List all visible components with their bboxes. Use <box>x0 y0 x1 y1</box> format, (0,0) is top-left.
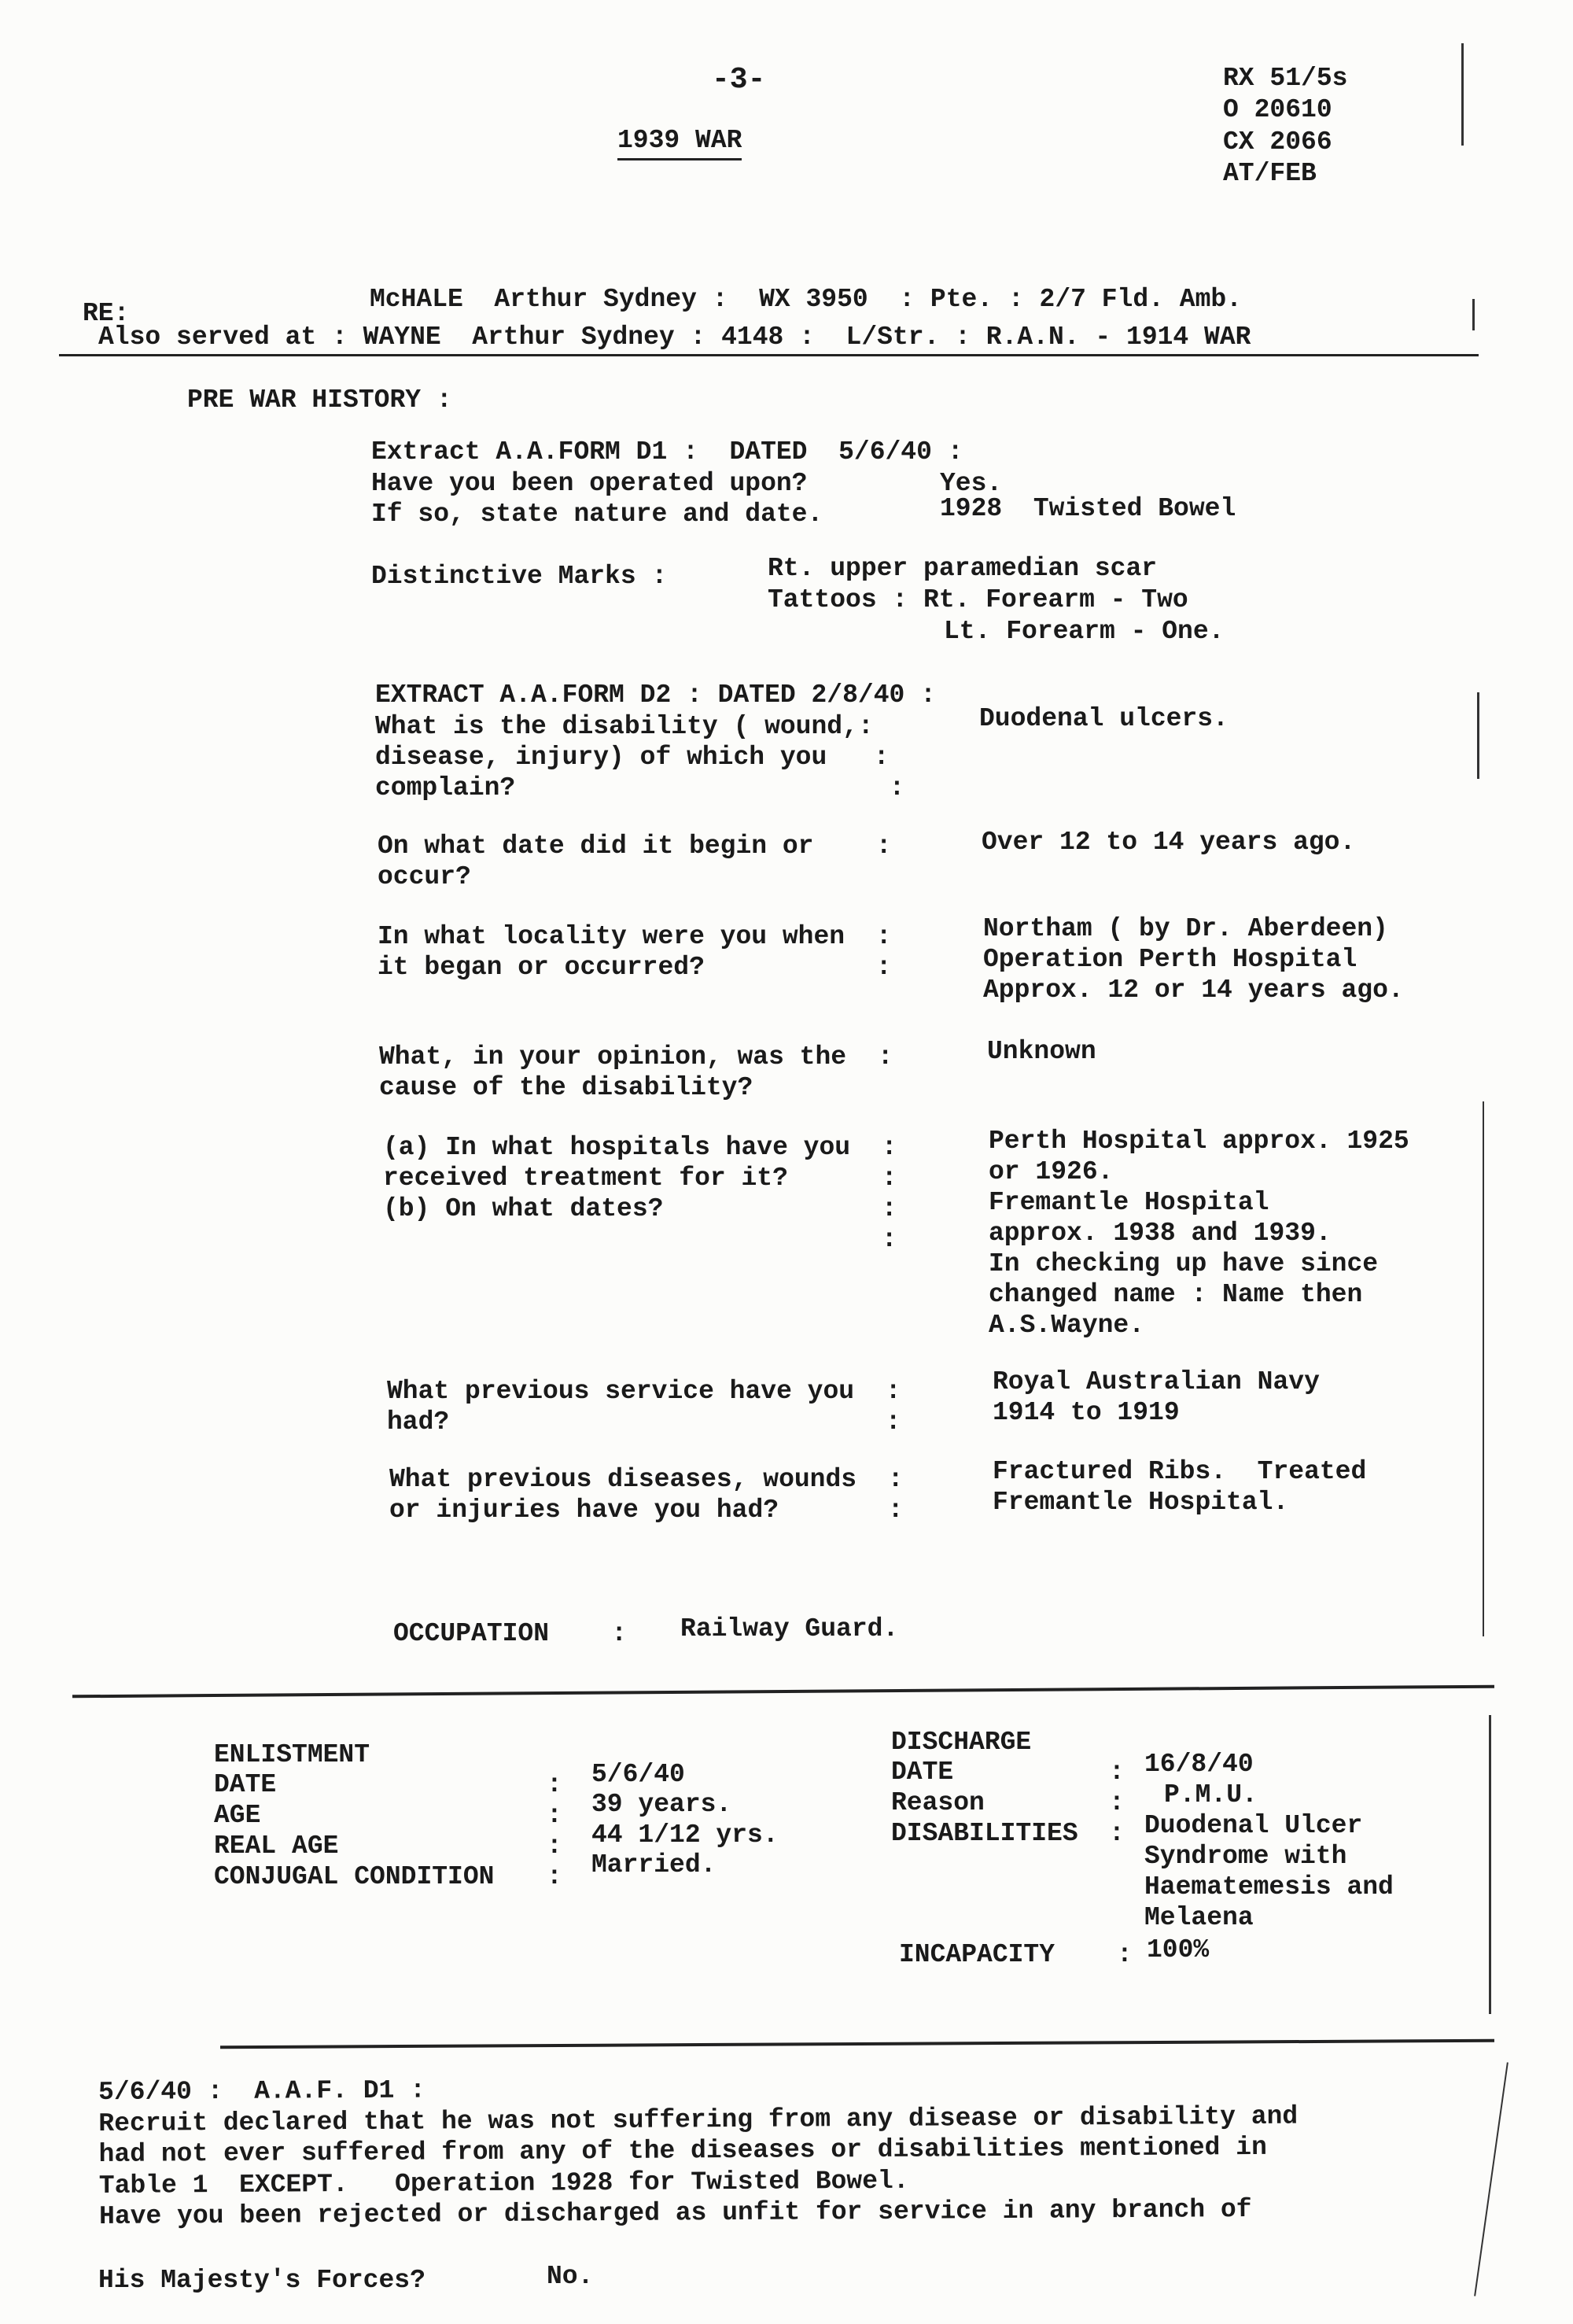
declaration-line: Have you been rejected or discharged as unfit for service in any branch of <box>98 2195 1252 2232</box>
form-d2-heading: EXTRACT A.A.FORM D2 : DATED 2/8/40 : <box>375 681 936 710</box>
rejected-question: His Majesty's Forces? <box>98 2266 425 2295</box>
question-line: What, in your opinion, was the : <box>379 1042 893 1072</box>
also-served-line: Also served at : WAYNE Arthur Sydney : 4148 : L/Str. : R.A.N. - 1914 WAR <box>98 323 1251 352</box>
question-line: In what locality were you when : <box>378 922 892 951</box>
operated-answer: Yes. <box>940 469 1003 498</box>
rejected-answer: No. <box>547 2262 594 2291</box>
answer-line: Fremantle Hospital <box>989 1187 1269 1217</box>
scan-mark <box>1461 43 1464 146</box>
colon: : <box>547 1831 562 1861</box>
form-d2-question <box>378 922 892 983</box>
re-identity: McHALE Arthur Sydney : WX 3950 : Pte. : 2/7 Fld. Amb. <box>370 285 1242 314</box>
question-line: (b) On what dates? : <box>383 1193 897 1223</box>
form-d2-answer <box>983 914 1404 1006</box>
question-line: complain? : <box>375 773 905 802</box>
ref-at: AT/FEB <box>1223 158 1317 188</box>
answer-line: 1914 to 1919 <box>993 1397 1180 1427</box>
answer-line: Northam ( by Dr. Aberdeen) <box>983 914 1388 943</box>
answer-line: Perth Hospital approx. 1925 <box>989 1127 1409 1156</box>
answer-line: Royal Australian Navy <box>993 1367 1320 1396</box>
question-line: it began or occurred? : <box>378 952 892 982</box>
question-line: disease, injury) of which you : <box>375 742 890 772</box>
answer-line: Unknown <box>987 1037 1096 1066</box>
form-d2-question <box>379 1042 893 1104</box>
form-d2-question <box>387 1377 901 1438</box>
form-d1-heading: Extract A.A.FORM D1 : DATED 5/6/40 : <box>371 437 963 467</box>
answer-line: changed name : Name then <box>989 1279 1363 1309</box>
enlistment-date-label: DATE <box>214 1770 277 1799</box>
discharge-colons <box>1109 1758 1125 1850</box>
colon: : <box>547 1861 562 1891</box>
enlistment-date: 5/6/40 <box>591 1760 685 1789</box>
answer-line: Fremantle Hospital. <box>993 1487 1289 1517</box>
distinctive-mark-tattoo-left: Lt. Forearm - One. <box>944 617 1225 646</box>
enlistment-colons <box>547 1770 562 1893</box>
distinctive-marks-label: Distinctive Marks : <box>371 562 668 591</box>
answer-line: approx. 1938 and 1939. <box>989 1218 1332 1248</box>
operated-question: Have you been operated upon? <box>371 469 808 498</box>
discharge-values <box>1144 1750 1394 1934</box>
enlistment-real-age-label: REAL AGE <box>214 1831 339 1861</box>
discharge-disabilities: Duodenal Ulcer <box>1144 1810 1363 1840</box>
answer-line: Fractured Ribs. Treated <box>993 1457 1367 1486</box>
enlistment-values <box>591 1760 779 1880</box>
scan-mark <box>1474 2062 1509 2296</box>
form-d2-answer <box>989 1127 1409 1341</box>
distinctive-mark-tattoo-right: Tattoos : Rt. Forearm - Two <box>768 585 1188 614</box>
discharge-disabilities-label: DISABILITIES <box>891 1818 1078 1848</box>
question-line: received treatment for it? : <box>383 1163 897 1193</box>
question-line: (a) In what hospitals have you : <box>383 1133 897 1162</box>
enlistment-age-label: AGE <box>214 1800 261 1830</box>
occupation-value: Railway Guard. <box>680 1614 899 1643</box>
question-line: : <box>383 1224 897 1254</box>
answer-line: Over 12 to 14 years ago. <box>982 828 1356 857</box>
form-d2-question <box>389 1465 904 1526</box>
discharge-heading: DISCHARGE <box>891 1728 1032 1757</box>
declaration-heading: 5/6/40 : A.A.F. D1 : <box>98 2075 426 2107</box>
form-d2-answer <box>979 704 1229 735</box>
re-underline <box>59 354 1479 356</box>
question-line: cause of the disability? <box>379 1072 753 1102</box>
discharge-reason: P.M.U. <box>1164 1780 1258 1809</box>
question-line: On what date did it begin or : <box>378 832 892 861</box>
colon: : <box>1109 1758 1125 1787</box>
operation-nature-question: If so, state nature and date. <box>371 500 823 529</box>
enlistment-heading: ENLISTMENT <box>214 1740 370 1769</box>
scan-mark <box>1472 299 1475 330</box>
colon: : <box>1109 1787 1125 1817</box>
scan-mark <box>1477 692 1479 779</box>
scan-mark <box>1483 1101 1484 1636</box>
answer-line: or 1926. <box>989 1156 1114 1186</box>
incapacity-label: INCAPACITY <box>899 1940 1055 1969</box>
answer-line: Duodenal ulcers. <box>979 704 1229 733</box>
answer-line: Operation Perth Hospital <box>983 944 1357 974</box>
occupation-label: OCCUPATION : <box>393 1619 628 1648</box>
page-number: -3- <box>712 63 766 97</box>
colon: : <box>1109 1818 1125 1848</box>
answer-line: In checking up have since <box>989 1249 1379 1278</box>
discharge-date-label: DATE <box>891 1758 954 1787</box>
ref-rx: RX 51/5s <box>1223 64 1348 93</box>
discharge-reason-label: Reason <box>891 1787 985 1817</box>
question-line: What previous diseases, wounds : <box>389 1465 904 1494</box>
form-d2-answer <box>987 1037 1096 1068</box>
form-d2-answer <box>982 828 1355 858</box>
enlistment-labels <box>214 1770 494 1893</box>
answer-line: A.S.Wayne. <box>989 1310 1145 1340</box>
question-line: or injuries have you had? : <box>389 1495 904 1525</box>
question-line: had? : <box>387 1407 901 1437</box>
enlistment-real-age: 44 1/12 yrs. <box>591 1820 779 1850</box>
incapacity-colon: : <box>1117 1940 1133 1969</box>
answer-line: Approx. 12 or 14 years ago. <box>983 975 1404 1005</box>
form-d2-question <box>375 712 904 804</box>
declaration <box>98 2070 1299 2233</box>
declaration-line: Recruit declared that he was not suffering from any disease or disability and <box>98 2101 1299 2138</box>
enlistment-conjugal-condition: Married. <box>591 1850 717 1879</box>
form-d2-question <box>383 1133 897 1256</box>
discharge-date: 16/8/40 <box>1144 1750 1254 1779</box>
pre-war-heading: PRE WAR HISTORY : <box>187 385 452 415</box>
question-line: occur? <box>378 861 471 891</box>
distinctive-mark-scar: Rt. upper paramedian scar <box>768 554 1158 583</box>
form-d2-answer <box>993 1367 1320 1429</box>
section-divider <box>72 1685 1494 1699</box>
form-d2-answer <box>993 1457 1366 1518</box>
war-title: 1939 WAR <box>617 126 742 160</box>
operation-nature-answer: 1928 Twisted Bowel <box>940 494 1236 523</box>
form-d2-question <box>378 832 892 893</box>
question-line: What is the disability ( wound,: <box>375 712 874 741</box>
colon: : <box>547 1770 562 1799</box>
discharge-labels <box>891 1758 1078 1850</box>
discharge-disabilities-line: Haematemesis and <box>1144 1872 1394 1902</box>
declaration-line: had not ever suffered from any of the diseases or disabilities mentioned in <box>98 2133 1267 2170</box>
ref-cx: CX 2066 <box>1223 127 1332 157</box>
enlistment-age: 39 years. <box>591 1790 732 1820</box>
incapacity-value: 100% <box>1147 1935 1210 1964</box>
discharge-disabilities-line: Syndrome with <box>1144 1841 1347 1871</box>
discharge-disabilities-line: Melaena <box>1144 1902 1254 1932</box>
section-divider <box>220 2039 1494 2049</box>
declaration-line: Table 1 EXCEPT. Operation 1928 for Twisted Bowel. <box>98 2166 909 2200</box>
scan-mark <box>1489 1715 1491 2014</box>
ref-o: O 20610 <box>1223 95 1332 125</box>
re-label: RE: <box>83 299 130 328</box>
reference-numbers <box>1223 63 1347 190</box>
enlistment-conjugal-label: CONJUGAL CONDITION <box>214 1861 495 1891</box>
colon: : <box>547 1800 562 1830</box>
question-line: What previous service have you : <box>387 1377 901 1406</box>
